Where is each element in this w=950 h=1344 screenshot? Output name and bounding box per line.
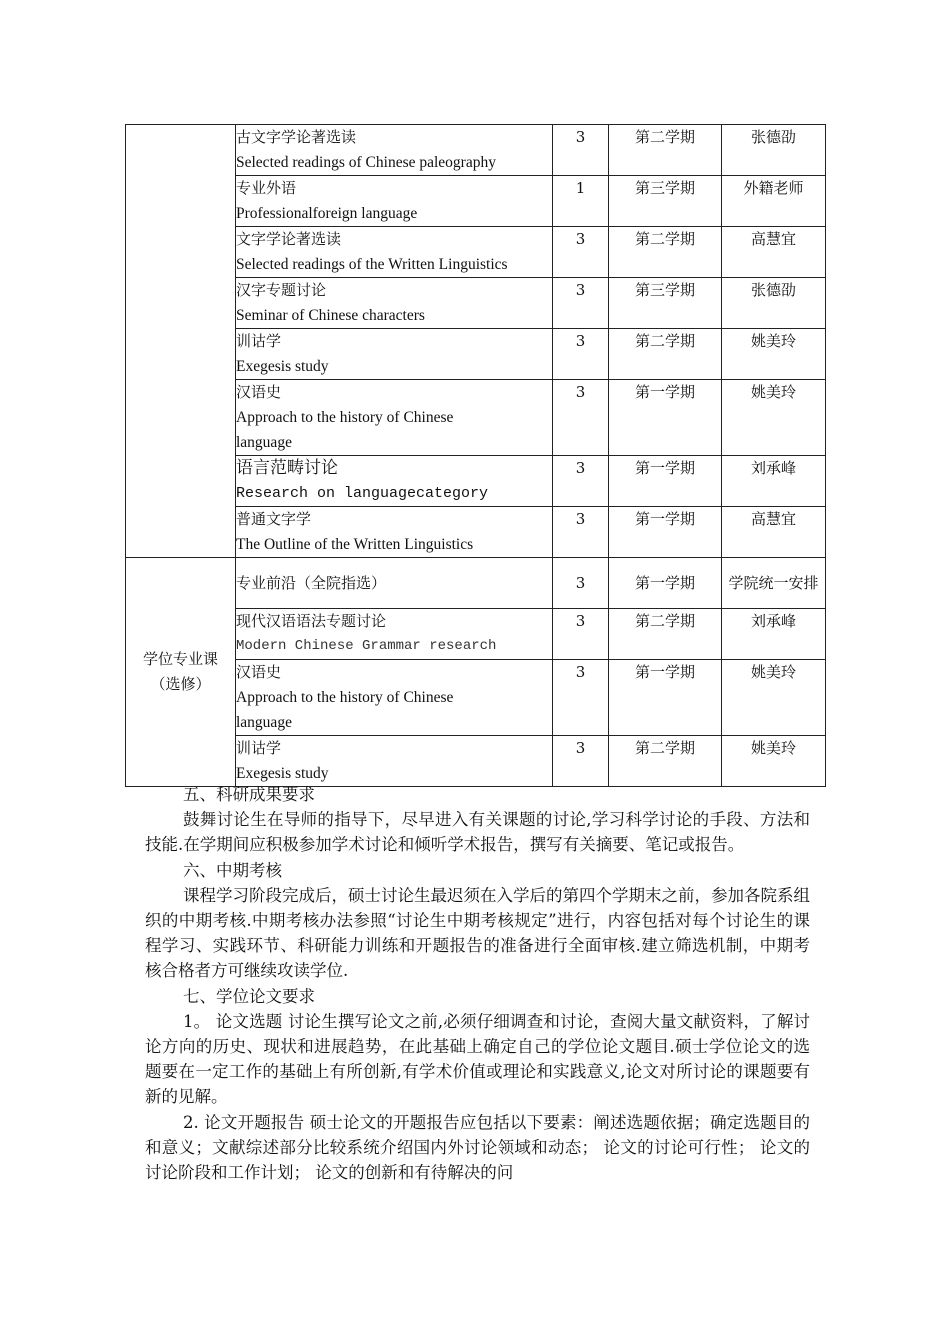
term-cell: 第二学期: [609, 329, 722, 380]
course-name-cn: 训诂学: [236, 332, 282, 350]
teacher-cell: 张德劭: [722, 278, 826, 329]
teacher-cell: 姚美玲: [722, 736, 826, 787]
course-name-en: Modern Chinese Grammar research: [236, 638, 497, 654]
teacher-cell: 高慧宜: [722, 227, 826, 278]
term-cell: 第一学期: [609, 660, 722, 736]
course-name-en: Selected readings of the Written Linguistics: [236, 256, 508, 273]
credits-cell: 3: [553, 609, 609, 660]
section-6-body: 课程学习阶段完成后，硕士讨论生最迟须在入学后的第四个学期末之前，参加各院系组织的中期考核.中期考核办法参照“讨论生中期考核规定”进行，内容包括对每个讨论生的课程学习、实践环节、科研能力训练和开题报告的准备进行全面审核.建立筛选机制，中期考核合格者方可继续攻读学位.: [145, 885, 810, 981]
course-name-cn: 专业前沿（全院指选）: [236, 558, 553, 609]
course-name-en: Approach to the history of Chinese language: [236, 689, 454, 731]
course-name-cn: 古文字学论著选读: [236, 128, 357, 146]
section-7-title: 七、学位论文要求: [183, 986, 315, 1006]
term-cell: 第一学期: [609, 456, 722, 507]
section-5-title: 五、科研成果要求: [183, 785, 315, 804]
category-cell-empty: [126, 125, 236, 558]
course-name-cn: 普通文字学: [236, 510, 312, 528]
term-cell: 第一学期: [609, 507, 722, 558]
course-name-cn: 专业外语: [236, 179, 297, 197]
teacher-cell: 刘承峰: [722, 456, 826, 507]
teacher-cell: 姚美玲: [722, 660, 826, 736]
course-name-cn: 汉语史: [236, 663, 282, 681]
credits-cell: 3: [553, 660, 609, 736]
course-name-en: Professionalforeign language: [236, 205, 418, 222]
term-cell: 第二学期: [609, 609, 722, 660]
credits-cell: 3: [553, 736, 609, 787]
category-label: 学位专业课（选修）: [142, 650, 218, 693]
teacher-cell: 学院统一安排: [722, 558, 826, 609]
credits-cell: 3: [553, 380, 609, 456]
credits-cell: 3: [553, 278, 609, 329]
term-cell: 第二学期: [609, 227, 722, 278]
teacher-cell: 张德劭: [722, 125, 826, 176]
teacher-cell: 高慧宜: [722, 507, 826, 558]
credits-cell: 3: [553, 227, 609, 278]
course-name-cn: 训诂学: [236, 739, 282, 757]
credits-cell: 3: [553, 507, 609, 558]
section-7-para-2: 2. 论文开题报告 硕士论文的开题报告应包括以下要素：阐述选题依据；确定选题目的和意义；文献综述部分比较系统介绍国内外讨论领域和动态； 论文的讨论可行性； 论文的讨论阶段和工作计划； 论文的创新和有待解决的问: [145, 1112, 810, 1183]
credits-cell: 3: [553, 329, 609, 380]
term-cell: 第三学期: [609, 278, 722, 329]
category-cell: [126, 558, 236, 787]
term-cell: 第一学期: [609, 558, 722, 609]
course-name-en: Exegesis study: [236, 765, 329, 782]
teacher-cell: 刘承峰: [722, 609, 826, 660]
teacher-cell: 姚美玲: [722, 329, 826, 380]
section-7-para-1: 1。 论文选题 讨论生撰写论文之前,必须仔细调查和讨论，查阅大量文献资料，了解讨论方向的历史、现状和进展趋势，在此基础上确定自己的学位论文题目.硕士学位论文的选题要在一定工作的基础上有所创新,有学术价值或理论和实践意义,论文对所讨论的课题要有新的见解。: [145, 1011, 810, 1107]
course-name-cn: 汉语史: [236, 383, 282, 401]
teacher-cell: 外籍老师: [722, 176, 826, 227]
table-row: [126, 125, 826, 176]
course-name-en: The Outline of the Written Linguistics: [236, 536, 474, 553]
course-name-cn: 现代汉语语法专题讨论: [236, 612, 387, 630]
credits-cell: 3: [553, 456, 609, 507]
term-cell: 第一学期: [609, 380, 722, 456]
course-name-cn: 文字学论著选读: [236, 230, 342, 248]
course-name-en: Seminar of Chinese characters: [236, 307, 425, 324]
term-cell: 第三学期: [609, 176, 722, 227]
course-name-cn: 汉字专题讨论: [236, 281, 327, 299]
term-cell: 第二学期: [609, 125, 722, 176]
body-text: [145, 782, 810, 1185]
course-name-cn: 语言范畴讨论: [236, 458, 338, 478]
course-name-en: Research on languagecategory: [236, 485, 489, 502]
course-table: [125, 124, 826, 787]
course-name-en: Selected readings of Chinese paleography: [236, 154, 496, 171]
term-cell: 第二学期: [609, 736, 722, 787]
credits-cell: 3: [553, 558, 609, 609]
section-6-title: 六、中期考核: [183, 860, 282, 880]
credits-cell: 1: [553, 176, 609, 227]
credits-cell: 3: [553, 125, 609, 176]
teacher-cell: 姚美玲: [722, 380, 826, 456]
course-name-en: Exegesis study: [236, 358, 329, 375]
section-5-body: 鼓舞讨论生在导师的指导下，尽早进入有关课题的讨论,学习科学讨论的手段、方法和技能.在学期间应积极参加学术讨论和倾听学术报告，撰写有关摘要、笔记或报告。: [145, 810, 810, 855]
table-row: [126, 558, 826, 609]
course-name-en: Approach to the history of Chinese language: [236, 409, 454, 451]
